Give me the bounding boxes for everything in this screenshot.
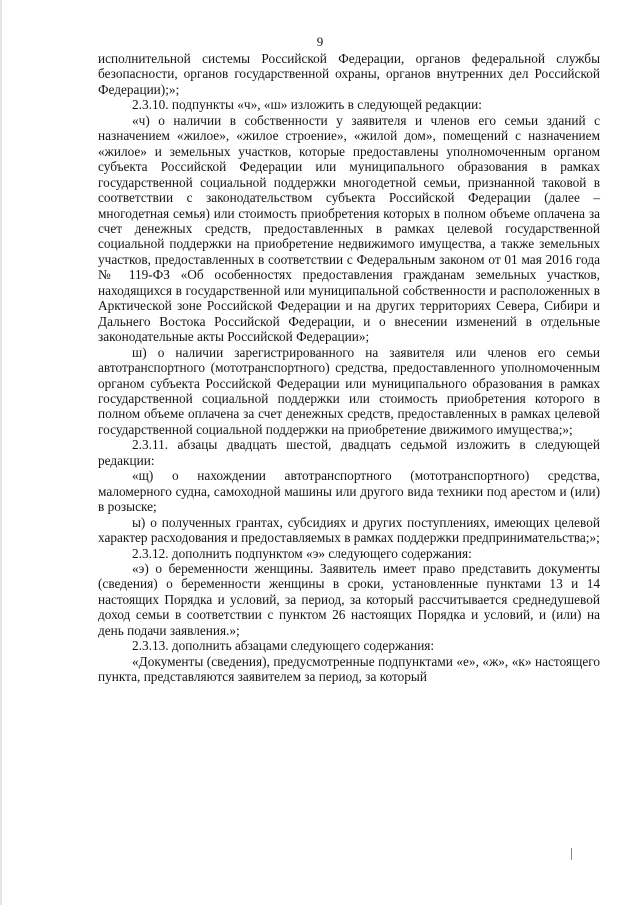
paragraph-subitem-shch: «щ) о нахождении автотранспортного (мототранспортного) средства, маломерного судна, самоходной машины или другого вида техники под арестом и (или) в розыске; [98,468,600,515]
paragraph-2-3-10: 2.3.10. подпункты «ч», «ш» изложить в следующей редакции: [132,97,482,113]
paragraph-continuation: исполнительной системы Российской Федерации, органов федеральной службы безопасности, органов государственной охраны, органов внутренних дел Российской Федерации);»; [98,51,600,97]
document-body [98,51,600,685]
paragraph-2-3-11: 2.3.11. абзацы двадцать шестой, двадцать седьмой изложить в следующей редакции: [98,437,600,468]
paragraph-subitem-e: «э) о беременности женщины. Заявитель имеет право представить документы (сведения) о беременности женщины в сроки, установленные пунктами 13 и 14 настоящих Порядка и условий, за период, за который рассчитывается среднедушевой доход семьи в соответствии с пунктом 26 настоящих Порядка и условий, и (или) на день подачи заявления.»; [98,560,600,638]
page-number: 9 [316,34,324,49]
paragraph-subitem-ch: «ч) о наличии в собственности у заявителя и членов его семьи зданий с назначением «жилое», «жилое строение», «жилой дом», помещений с назначением «жилое» и земельных участков, которые предоставлены уполномоченным органом субъекта Российской Федерации или муниципального образования в рамках государственной социальной поддержки многодетной семьи, признанной таковой в соответствии с законодательством субъекта Российской Федерации (далее – многодетная семья) или стоимость приобретения которых в полном объеме оплачена за счет денежных средств, предоставленных в рамках целевой государственной социальной поддержки на приобретение недвижимого имущества, а также земельных участков, предоставленных в соответствии с Федеральным законом от 01 мая 2016 года № 119-ФЗ «Об особенностях предоставления гражданам земельных участков, находящихся в государственной или муниципальной собственности и расположенных в Арктической зоне Российской Федерации и на других территориях Севера, Сибири и Дальнего Востока Российской Федерации, и о внесении изменений в отдельные законодательные акты Российской Федерации»; [98,112,600,345]
paragraph-documents: «Документы (сведения), предусмотренные подпунктами «е», «ж», «к» настоящего пункта, представляются заявителем за период, за который [98,653,600,685]
paragraph-subitem-sh: ш) о наличии зарегистрированного на заявителя или членов его семьи автотранспортного (мототранспортного) средства, предоставленного уполномоченным органом субъекта Российской Федерации или муниципального образования в рамках государственной социальной поддержки или стоимость приобретения которого в полном объеме оплачена за счет денежных средств, предоставленных в рамках целевой государственной социальной поддержки на приобретение движимого имущества;»; [98,344,600,437]
scan-edge-shadow [0,0,2,905]
scan-artifact-mark [571,848,572,860]
paragraph-2-3-12: 2.3.12. дополнить подпунктом «э» следующего содержания: [132,545,472,561]
paragraph-2-3-13: 2.3.13. дополнить абзацами следующего содержания: [132,638,435,654]
paragraph-subitem-y: ы) о полученных грантах, субсидиях и других поступлениях, имеющих целевой характер расходования и предоставляемых в рамках поддержки предпринимательства;»; [98,514,600,546]
